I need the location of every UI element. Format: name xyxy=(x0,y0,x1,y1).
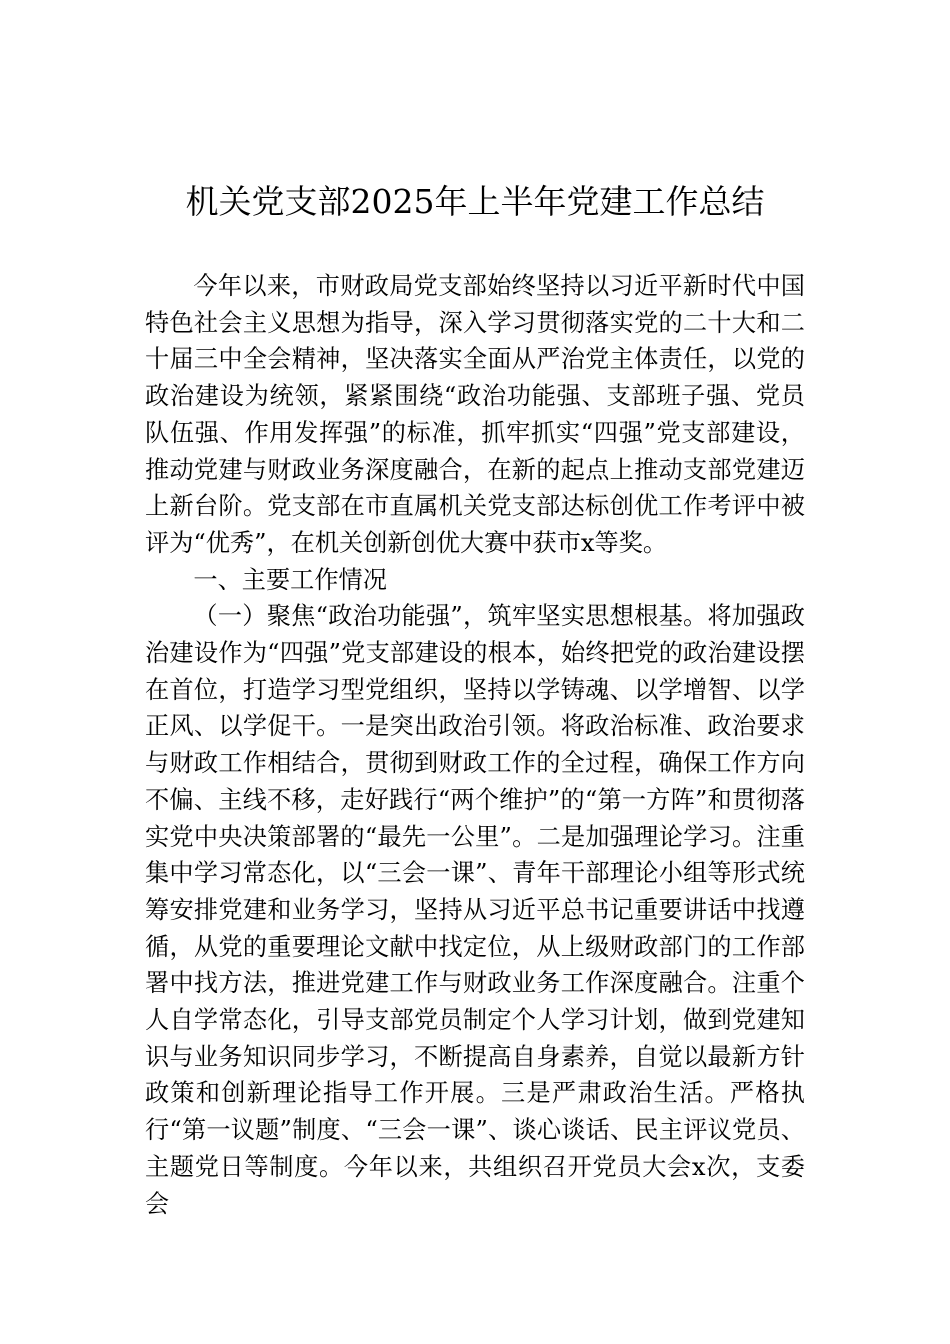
document-body xyxy=(145,268,805,1222)
intro-paragraph: 今年以来，市财政局党支部始终坚持以习近平新时代中国特色社会主义思想为指导，深入学习贯彻落实党的二十大和二十届三中全会精神，坚决落实全面从严治党主体责任，以党的政治建设为统领，紧紧围绕“政治功能强、支部班子强、党员队伍强、作用发挥强”的标准，抓牢抓实“四强”党支部建设，推动党建与财政业务深度融合，在新的起点上推动支部党建迈上新台阶。党支部在市直属机关党支部达标创优工作考评中被评为“优秀”，在机关创新创优大赛中获市x等奖。 xyxy=(145,272,805,557)
body-paragraph: （一）聚焦“政治功能强”，筑牢坚实思想根基。将加强政治建设作为“四强”党支部建设的根本，始终把党的政治建设摆在首位，打造学习型党组织，坚持以学铸魂、以学增智、以学正风、以学促干。一是突出政治引领。将政治标准、政治要求与财政工作相结合，贯彻到财政工作的全过程，确保工作方向不偏、主线不移，走好践行“两个维护”的“第一方阵”和贯彻落实党中央决策部署的“最先一公里”。二是加强理论学习。注重集中学习常态化，以“三会一课”、青年干部理论小组等形式统筹安排党建和业务学习，坚持从习近平总书记重要讲话中找遵循，从党的重要理论文献中找定位，从上级财政部门的工作部署中找方法，推进党建工作与财政业务工作深度融合。注重个人自学常态化，引导支部党员制定个人学习计划，做到党建知识与业务知识同步学习，不断提高自身素养，自觉以最新方针政策和创新理论指导工作开展。三是严肃政治生活。严格执行“第一议题”制度、“三会一课”、谈心谈话、民主评议党员、主题党日等制度。今年以来，共组织召开党员大会x次，支委会 xyxy=(145,602,805,1218)
document-title: 机关党支部2025年上半年党建工作总结 xyxy=(185,182,765,221)
section-heading: 一、主要工作情况 xyxy=(193,565,387,594)
